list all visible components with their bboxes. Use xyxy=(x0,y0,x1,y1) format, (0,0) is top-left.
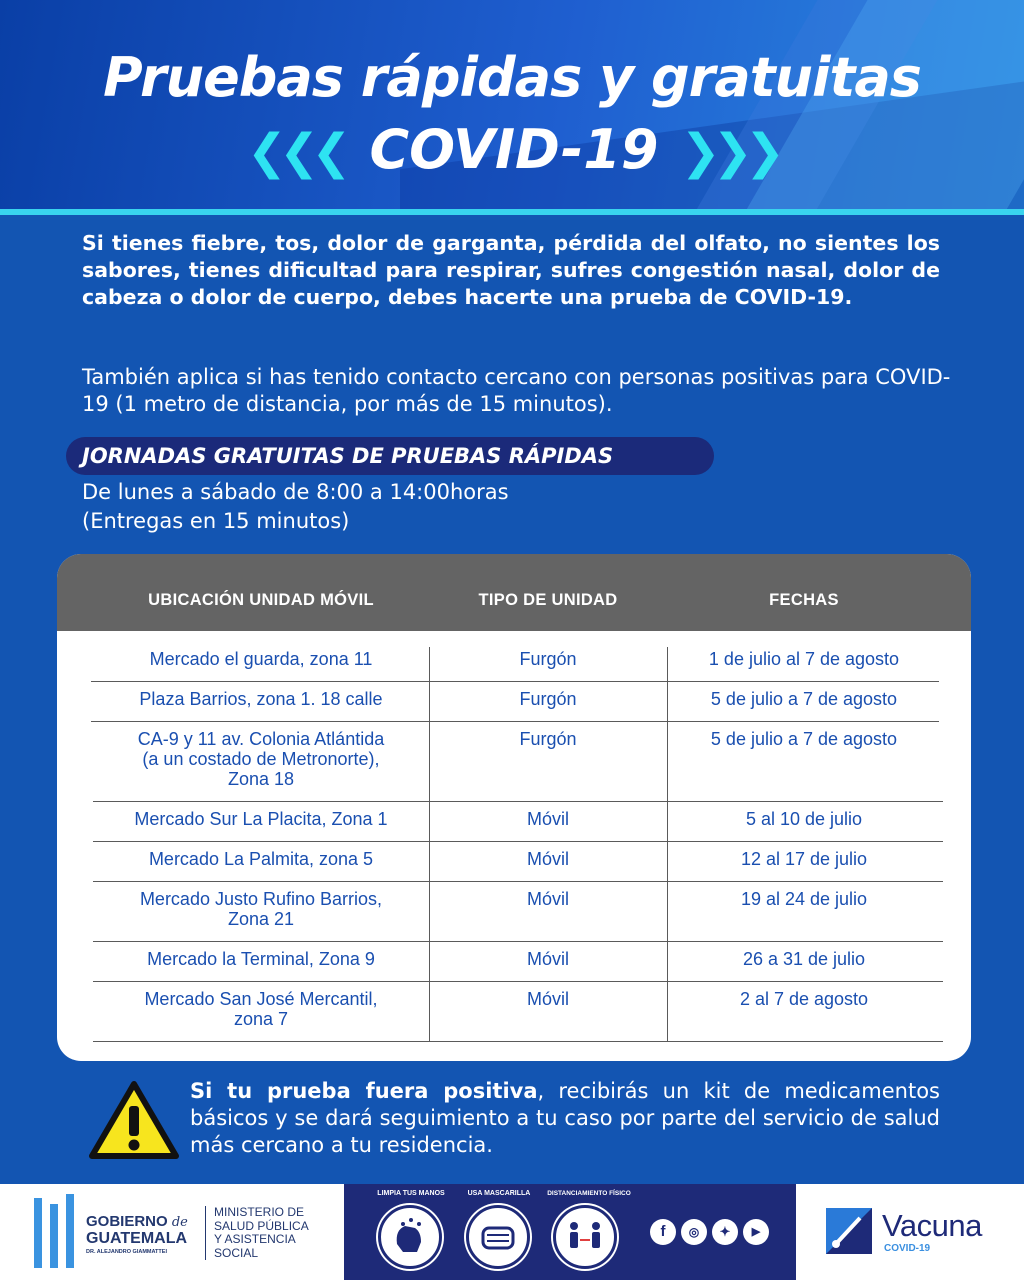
dates-cell: 5 de julio a 7 de agosto xyxy=(710,729,898,749)
location-cell xyxy=(93,729,429,789)
president-name: DR. ALEJANDRO GIAMMATTEI xyxy=(86,1249,167,1255)
row-divider xyxy=(93,1041,943,1042)
unit-type-cell: Móvil xyxy=(526,849,569,869)
table-row xyxy=(93,809,941,849)
vacuna-logo-subtitle: COVID-19 xyxy=(884,1243,931,1254)
badge-caption: DISTANCIAMIENTO FÍSICO xyxy=(547,1190,631,1197)
column-header-type: TIPO DE UNIDAD xyxy=(478,591,618,609)
page-subtitle xyxy=(0,118,1024,181)
ministry-logo-text xyxy=(214,1206,309,1260)
page-title: Pruebas rápidas y gratuitas xyxy=(103,46,921,109)
location-line: Mercado San José Mercantil, xyxy=(144,989,378,1009)
unit-type-cell: Móvil xyxy=(526,889,569,909)
jornadas-heading: JORNADAS GRATUITAS DE PRUEBAS RÁPIDAS xyxy=(66,437,714,475)
header-divider xyxy=(0,209,1024,215)
gobierno-de: de xyxy=(171,1215,188,1230)
contact-text: También aplica si has tenido contacto cercano con personas positivas para COVID-19 (1 metro de distancia, por más de 15 minutos). xyxy=(82,365,951,416)
location-line: CA-9 y 11 av. Colonia Atlántida xyxy=(137,729,385,749)
dates-cell: 5 al 10 de julio xyxy=(745,809,863,829)
table-row xyxy=(93,729,941,809)
row-divider xyxy=(93,841,943,842)
location-cell xyxy=(93,949,429,969)
location-cell xyxy=(93,649,429,669)
dates-cell: 19 al 24 de julio xyxy=(740,889,868,909)
row-divider xyxy=(91,681,939,682)
ministry-line: SOCIAL xyxy=(214,1245,259,1260)
column-divider xyxy=(429,647,430,1041)
unit-type-cell: Furgón xyxy=(519,649,577,669)
ministry-line: SALUD PÚBLICA xyxy=(214,1218,309,1233)
vacuna-logo-word: Vacuna xyxy=(882,1208,982,1243)
chevron-left-icon: ❮❮❮ xyxy=(246,124,344,180)
warning-bold: Si tu prueba fuera positiva xyxy=(190,1079,538,1103)
table-row xyxy=(93,989,941,1049)
dates-cell: 26 a 31 de julio xyxy=(742,949,866,969)
column-header-location: UBICACIÓN UNIDAD MÓVIL xyxy=(148,591,374,609)
column-header-dates: FECHAS xyxy=(769,591,839,609)
chevron-right-icon: ❯❯❯ xyxy=(680,124,778,180)
covid-title: COVID-19 xyxy=(369,118,659,181)
unit-type-cell: Furgón xyxy=(519,689,577,709)
location-line: Mercado la Terminal, Zona 9 xyxy=(147,949,375,969)
facebook-icon[interactable]: f xyxy=(650,1219,676,1245)
warning-rest: , recibirás un kit de medicamentos básicos y se dará seguimiento a tu caso por parte del servicio de salud más cercano a tu residencia. xyxy=(190,1079,940,1157)
ministry-line: Y ASISTENCIA xyxy=(214,1232,296,1246)
social-distance-icon xyxy=(553,1205,617,1269)
unit-type-cell: Furgón xyxy=(519,729,577,749)
location-line: Mercado Sur La Placita, Zona 1 xyxy=(134,809,388,829)
schedule-delivery: (Entregas en 15 minutos) xyxy=(82,509,350,533)
symptoms-text: Si tienes fiebre, tos, dolor de garganta, pérdida del olfato, no sientes los sabores, tienes dificultad para respirar, sufres congestión nasal, dolor de cabeza o dolor de cuerpo, debes hacerte una prueba de COVID-19. xyxy=(82,231,940,309)
warning-icon xyxy=(88,1080,180,1160)
location-cell xyxy=(93,689,429,709)
location-line: zona 7 xyxy=(233,1009,289,1029)
logo-divider xyxy=(205,1206,206,1260)
gobierno-word: GOBIERNO xyxy=(86,1213,168,1230)
table-row xyxy=(93,849,941,889)
location-line: Mercado La Palmita, zona 5 xyxy=(148,849,374,869)
unit-type-cell: Móvil xyxy=(526,949,569,969)
row-divider xyxy=(91,721,939,722)
dates-cell: 12 al 17 de julio xyxy=(740,849,868,869)
location-cell xyxy=(93,989,429,1029)
youtube-icon[interactable]: ▶ xyxy=(743,1219,769,1245)
location-cell xyxy=(93,809,429,829)
locations-table xyxy=(57,554,971,1061)
table-row xyxy=(93,949,941,989)
gobierno-logo-stripe xyxy=(34,1198,42,1268)
table-row xyxy=(93,689,941,729)
warning-text xyxy=(190,1078,940,1159)
row-divider xyxy=(93,801,943,802)
ministry-line: MINISTERIO DE xyxy=(214,1205,305,1219)
location-cell xyxy=(93,849,429,869)
location-line: (a un costado de Metronorte), xyxy=(142,749,380,769)
gobierno-logo-text xyxy=(86,1214,188,1247)
schedule-text xyxy=(82,478,782,536)
badge-caption: LIMPIA TUS MANOS xyxy=(377,1190,445,1197)
location-line: Zona 18 xyxy=(227,769,295,789)
face-mask-icon xyxy=(466,1205,530,1269)
gobierno-logo-stripe xyxy=(66,1194,74,1268)
row-divider xyxy=(93,881,943,882)
unit-type-cell: Móvil xyxy=(526,989,569,1009)
table-header xyxy=(57,554,971,631)
dates-cell: 5 de julio a 7 de agosto xyxy=(710,689,898,709)
wash-hands-icon xyxy=(378,1205,442,1269)
instagram-icon[interactable]: ◎ xyxy=(681,1219,707,1245)
guatemala-word: GUATEMALA xyxy=(86,1230,188,1247)
row-divider xyxy=(93,981,943,982)
twitter-icon[interactable]: ✦ xyxy=(712,1219,738,1245)
vacuna-logo-icon xyxy=(820,1204,878,1260)
row-divider xyxy=(93,941,943,942)
dates-cell: 2 al 7 de agosto xyxy=(739,989,869,1009)
schedule-hours: De lunes a sábado de 8:00 a 14:00horas xyxy=(82,480,509,504)
table-row xyxy=(93,649,941,689)
unit-type-cell: Móvil xyxy=(526,809,569,829)
gobierno-logo-stripe xyxy=(50,1204,58,1268)
location-cell xyxy=(93,889,429,929)
location-line: Mercado el guarda, zona 11 xyxy=(149,649,373,669)
location-line: Zona 21 xyxy=(227,909,295,929)
badge-caption: USA MASCARILLA xyxy=(467,1190,531,1197)
header-banner xyxy=(0,0,1024,209)
location-line: Plaza Barrios, zona 1. 18 calle xyxy=(139,689,383,709)
location-line: Mercado Justo Rufino Barrios, xyxy=(139,889,383,909)
dates-cell: 1 de julio al 7 de agosto xyxy=(708,649,900,669)
column-divider xyxy=(667,647,668,1041)
table-row xyxy=(93,889,941,949)
